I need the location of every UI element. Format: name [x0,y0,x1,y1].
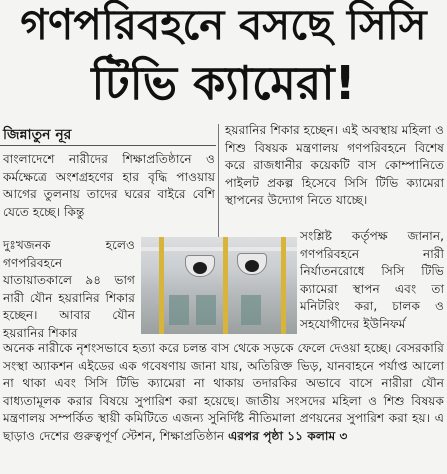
headline-line-2: টিভি ক্যামেরা! [91,56,356,110]
byline: জিন্নাতুন নূর [3,127,72,143]
cctv-camera-icon [185,255,215,277]
cctv-bus-photo [141,237,297,334]
paragraph: হয়রানির শিকার হচ্ছেন। এই অবস্থায় মহিলা ও শিশু বিষয়ক মন্ত্রণালয় গণপরিবহনে বিশেষ করে রাজধানীর কয়েকটি বাস কোম্পানিতে পাইলট প্রকল্প হিসেবে সিসি টিভি ক্যামেরা স্থাপনের উদ্যোগ নিতে যাচ্ছে। [225,123,444,208]
headline-line-1: গণপরিবহনে বসছে সিসি [20,0,427,49]
cctv-camera-icon [237,253,267,275]
byline-divider [0,145,216,146]
right-column-continued [300,228,444,334]
paragraph: দুঃখজনক হলেও গণপরিবহনে যাতায়াতকালে ৯৪ ভাগ নারী যৌন হয়রানির শিকার হচ্ছেন। আবার যৌন হয়রানির শিকার [3,238,135,340]
left-column-continued [3,237,135,343]
bottom-text [3,340,444,446]
left-column-lead [3,151,215,221]
continuation-note[interactable]: এরপর পৃষ্ঠা ১১ কলাম ৩ [228,428,348,443]
paragraph [3,340,444,446]
paragraph: সংশ্লিষ্ট কর্তৃপক্ষ জানান, গণপরিবহনে নারী নির্যাতনরোধে সিসি টিভি ক্যামেরা স্থাপন এবং তা মনিটরিং করা, চালক ও সহযোগীদের ইউনিফর্ম [300,229,444,331]
paragraph: বাংলাদেশে নারীদের শিক্ষাপ্রতিষ্ঠানে ও কর্মক্ষেত্রে অংশগ্রহণের হার বৃদ্ধি পাওয়ায় আগের তুলনায় তাদের ঘরের বাইরে বেশি যেতে হচ্ছে। কিন্তু [3,152,215,219]
right-column-intro [225,122,444,210]
column-divider [218,124,219,241]
bottom-paragraph: অনেক নারীকে নৃশংসভাবে হত্যা করে চলন্ত বাস থেকে সড়কে ফেলে দেওয়া হচ্ছে। বেসরকারি সংস্থা অ্যাকশন এইডের এক গবেষণায় জানা যায়, অতিরিক্ত ভিড়, যানবাহনে পর্যাপ্ত আলো না থাকা এবং সিসি টিভি ক্যামেরা না থাকায় তদারকির অভাবে বাসে নারীরা যৌন বাধ্যতামূলক করার বিষয়ে সুপারিশ করা হয়েছে। জাতীয় সংসদের মহিলা ও শিশু বিষয়ক মন্ত্রণালয় সম্পর্কিত স্থায়ী কমিটিতে এজন্য সুনির্দিষ্ট নীতিমালা প্রণয়নের সুপারিশ করা হয়। এ ছাড়াও দেশের গুরুত্বপূর্ণ স্টেশন, শিক্ষাপ্রতিষ্ঠান [3,341,444,443]
